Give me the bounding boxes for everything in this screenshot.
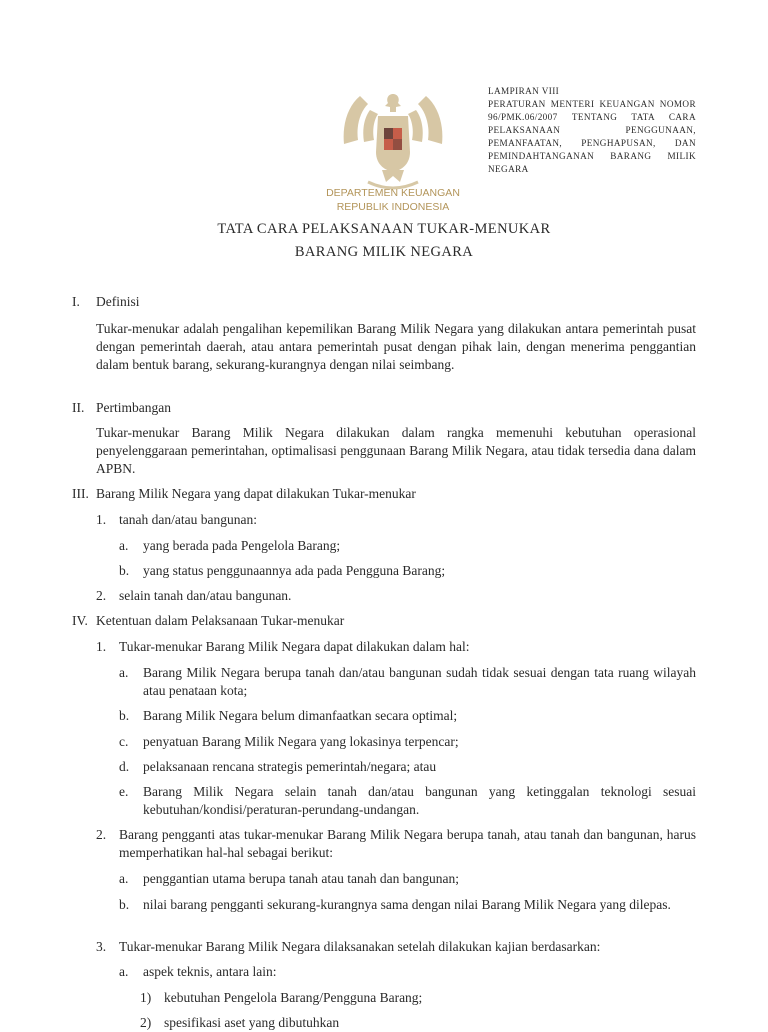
s3-item-1b-text: yang status penggunaannya ada pada Pengguna Barang;	[143, 563, 446, 578]
section-ii-heading: Pertimbangan	[96, 400, 171, 415]
s4-item-1-number: 1.	[96, 639, 107, 654]
s4-item-1c-letter: c.	[119, 734, 129, 749]
s4-item-2a-text: penggantian utama berupa tanah atau tanah dan bangunan;	[143, 871, 459, 886]
section-i-heading: Definisi	[96, 294, 140, 309]
section-iv-heading: Ketentuan dalam Pelaksanaan Tukar-menukar	[96, 613, 345, 628]
s4-item-1d-text: pelaksanaan rencana strategis pemerintah/negara; atau	[143, 759, 437, 774]
s4-item-1b-letter: b.	[119, 708, 130, 723]
lampiran-label: LAMPIRAN VIII	[488, 86, 560, 96]
s4-item-2b-text: nilai barang pengganti sekurang-kurangnya sama dengan nilai Barang Milik Negara yang dilepas.	[143, 897, 671, 912]
section-i-body: Tukar-menukar adalah pengalihan kepemilikan Barang Milik Negara yang dilakukan antara pemerintah pusat dengan pemerintah daerah, atau antara pemerintah pusat dengan pihak lain, dengan menerima penggantian dalam bentuk barang, sekurang-kurangnya dengan nilai seimbang.	[96, 321, 696, 372]
s4-item-3a1-text: kebutuhan Pengelola Barang/Pengguna Barang;	[164, 990, 423, 1005]
document-title-line2: BARANG MILIK NEGARA	[294, 244, 474, 260]
section-i-number: I.	[72, 294, 80, 309]
s4-item-3-number: 3.	[96, 939, 107, 954]
s3-item-1-text: tanah dan/atau bangunan:	[119, 512, 257, 527]
section-iii-heading: Barang Milik Negara yang dapat dilakukan Tukar-menukar	[96, 486, 416, 501]
s3-item-2-text: selain tanah dan/atau bangunan.	[119, 588, 292, 603]
regulation-reference	[488, 85, 696, 176]
s4-item-3a-letter: a.	[119, 964, 129, 979]
s3-item-2-number: 2.	[96, 588, 107, 603]
s3-item-1b-letter: b.	[119, 563, 130, 578]
s4-item-2a-letter: a.	[119, 871, 129, 886]
department-name-line2: REPUBLIK INDONESIA	[336, 201, 450, 213]
s4-item-2b-letter: b.	[119, 897, 130, 912]
s3-item-1-number: 1.	[96, 512, 107, 527]
department-logo	[318, 82, 468, 216]
department-name-line1: DEPARTEMEN KEUANGAN	[326, 187, 460, 199]
s4-item-1a-letter: a.	[119, 665, 129, 680]
section-iii-number: III.	[72, 486, 89, 501]
s4-item-3a-text: aspek teknis, antara lain:	[143, 964, 277, 979]
s3-item-1a-letter: a.	[119, 538, 129, 553]
s4-item-1e-text: Barang Milik Negara selain tanah dan/atau bangunan yang ketinggalan teknologi sesuai kebutuhan/kondisi/peraturan-perundang-undangan.	[143, 784, 696, 817]
s3-item-1a-text: yang berada pada Pengelola Barang;	[143, 538, 341, 553]
section-ii-body: Tukar-menukar Barang Milik Negara dilakukan dalam rangka memenuhi kebutuhan operasional penyelenggaraan pemerintahan, optimalisasi penggunaan Barang Milik Negara, atau tidak tersedia dana dalam APBN.	[96, 425, 696, 476]
s4-item-3-text: Tukar-menukar Barang Milik Negara dilaksanakan setelah dilakukan kajian berdasarkan:	[119, 939, 601, 954]
regulation-text: PERATURAN MENTERI KEUANGAN NOMOR 96/PMK.06/2007 TENTANG TATA CARA PELAKSANAAN PENGGUNAAN, PEMANFAATAN, PENGHAPUSAN, DAN PEMINDAHTANGANAN BARANG MILIK NEGARA	[488, 99, 696, 174]
section-iv-number: IV.	[72, 613, 88, 628]
s4-item-3a2-text: spesifikasi aset yang dibutuhkan	[164, 1015, 340, 1030]
s4-item-1e-letter: e.	[119, 784, 129, 799]
s4-item-1a-text: Barang Milik Negara berupa tanah dan/atau bangunan sudah tidak sesuai dengan tata ruang wilayah atau penataan kota;	[143, 665, 696, 698]
s4-item-3a2-number: 2)	[140, 1015, 152, 1030]
s4-item-3a1-number: 1)	[140, 990, 152, 1005]
section-ii-number: II.	[72, 400, 85, 415]
s4-item-1c-text: penyatuan Barang Milik Negara yang lokasinya terpencar;	[143, 734, 459, 749]
s4-item-1-text: Tukar-menukar Barang Milik Negara dapat dilakukan dalam hal:	[119, 639, 470, 654]
s4-item-2-number: 2.	[96, 827, 107, 842]
document-title-line1: TATA CARA PELAKSANAAN TUKAR-MENUKAR	[217, 221, 551, 237]
s4-item-1d-letter: d.	[119, 759, 130, 774]
s4-item-2-text: Barang pengganti atas tukar-menukar Barang Milik Negara berupa tanah, atau tanah dan bangunan, harus memperhatikan hal-hal sebagai berikut:	[119, 827, 696, 860]
s4-item-1b-text: Barang Milik Negara belum dimanfaatkan secara optimal;	[143, 708, 458, 723]
